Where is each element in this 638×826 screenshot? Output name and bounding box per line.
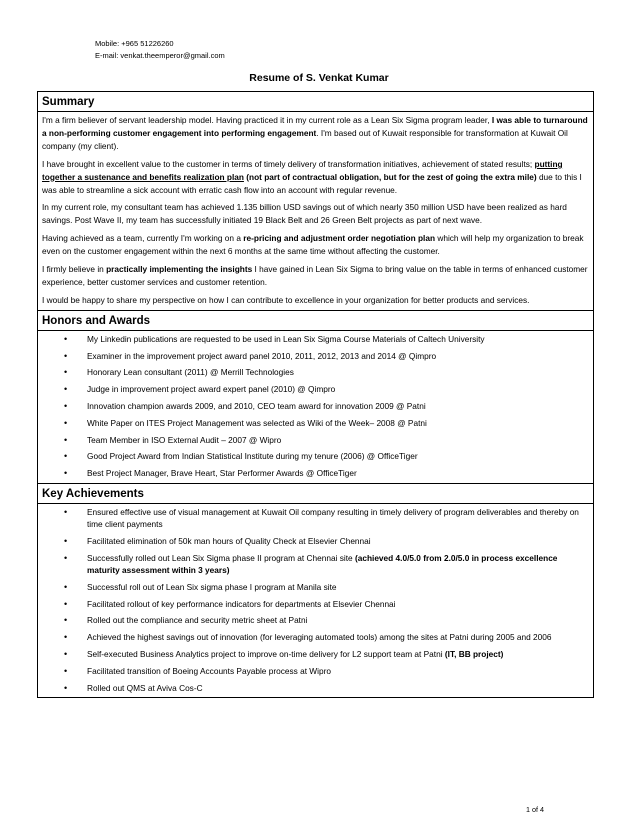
contact-info: [95, 38, 225, 62]
list-item-text: Self-executed Business Analytics project to improve on-time delivery for L2 support team at Patni: [87, 648, 445, 659]
honors-heading: Honors and Awards: [38, 311, 593, 331]
summary-paragraph: [42, 232, 589, 258]
bullet-icon: •: [64, 665, 68, 676]
bullet-icon: •: [64, 632, 68, 643]
list-item-text: Ensured effective use of visual management at Kuwait Oil company resulting in timely delivery of program deliverables and thereby on time client payments: [87, 506, 579, 529]
list-item: [64, 333, 589, 345]
bullet-icon: •: [64, 417, 68, 428]
summary-paragraph: In my current role, my consultant team has achieved 1.135 billion USD savings out of which nearly 350 million USD have been realized as hard savings. Post Wave II, my team has successfully initiated 19 Black Belt and 26 Green Belt projects as part of next wave.: [42, 202, 567, 226]
text-span: . I'm based out of Kuwait responsible for transformation at Kuwait Oil company (my client).: [42, 127, 568, 151]
bullet-icon: •: [64, 552, 68, 563]
list-item: [64, 400, 589, 412]
honors-list: [42, 333, 589, 480]
bullet-icon: •: [64, 400, 68, 411]
page-title: Resume of S. Venkat Kumar: [249, 72, 389, 84]
list-item-text: Examiner in the improvement project award panel 2010, 2011, 2012, 2013 and 2014 @ Qimpro: [87, 350, 437, 361]
text-span: Having achieved as a team, currently I'm working on a: [42, 233, 244, 244]
bullet-icon: •: [64, 367, 68, 378]
list-item: [64, 631, 589, 643]
list-item-text: Rolled out the compliance and security metric sheet at Patni: [87, 615, 308, 626]
bullet-icon: •: [64, 581, 68, 592]
email-address: E-mail: venkat.theemperor@gmail.com: [95, 51, 225, 60]
page-number: 1 of 4: [526, 805, 544, 814]
list-item-text: Facilitated transition of Boeing Accounts Payable process at Wipro: [87, 665, 331, 676]
text-span: I have gained in Lean Six Sigma to bring value on the table in terms of enhanced customer experience, better customer services and customer retention.: [42, 264, 588, 287]
list-item-text: Successfully rolled out Lean Six Sigma phase II program at Chennai site: [87, 552, 355, 563]
bullet-icon: •: [64, 468, 68, 479]
bullet-icon: •: [64, 350, 68, 361]
list-item: [64, 467, 589, 479]
text-span: due to this I was able to streamline a sick account with erratic cash flow into an account with regular revenue.: [42, 171, 582, 195]
list-item-text: Rolled out QMS at Aviva Cos-C: [87, 682, 203, 693]
list-item-text: Judge in improvement project award expert panel (2010) @ Qimpro: [87, 384, 336, 395]
list-item: [64, 450, 589, 462]
list-item: [64, 506, 589, 531]
resume-table: [37, 91, 594, 698]
list-item: [64, 581, 589, 593]
list-item: [64, 535, 589, 547]
text-span: I have brought in excellent value to the customer in terms of timely delivery of transformation initiatives, achievement of stated results;: [42, 158, 535, 169]
list-item: [64, 366, 589, 378]
list-item: [64, 682, 589, 694]
list-item-text: Innovation champion awards 2009, and 2010, CEO team award for innovation 2009 @ Patni: [87, 400, 426, 411]
bold-text: re-pricing and adjustment order negotiation plan: [243, 233, 436, 244]
summary-paragraph: [42, 263, 589, 289]
summary-heading: Summary: [38, 92, 593, 112]
list-item: [64, 598, 589, 610]
list-item: [64, 552, 589, 577]
list-item: [64, 648, 589, 660]
bold-text: (achieved 4.0/5.0 from 2.0/5.0 in process excellence maturity assessment within 3 years): [87, 552, 558, 575]
bullet-icon: •: [64, 682, 68, 693]
bold-text: practically implementing the insights: [106, 264, 253, 275]
bullet-icon: •: [64, 333, 68, 344]
achievements-heading: Key Achievements: [38, 484, 593, 504]
bullet-icon: •: [64, 535, 68, 546]
list-item-text: White Paper on ITES Project Management was selected as Wiki of the Week– 2008 @ Patni: [87, 417, 427, 428]
text-span: which will help my organization to break even on the customer engagement within the next 6 months at the same time without affecting the customer.: [42, 233, 584, 257]
summary-section: [38, 112, 593, 311]
bullet-icon: •: [64, 506, 68, 517]
list-item: [64, 665, 589, 677]
achievements-section: [38, 504, 593, 697]
bold-text: (not part of contractual obligation, but for the zest of going the extra mile): [243, 171, 537, 182]
list-item-text: My Linkedin publications are requested to be used in Lean Six Sigma Course Materials of Caltech University: [87, 333, 485, 344]
bullet-icon: •: [64, 615, 68, 626]
list-item: [64, 417, 589, 429]
list-item-text: Best Project Manager, Brave Heart, Star Performer Awards @ OfficeTiger: [87, 468, 357, 479]
text-span: I firmly believe in: [42, 264, 107, 275]
list-item-text: Facilitated elimination of 50k man hours of Quality Check at Elsevier Chennai: [87, 535, 371, 546]
list-item-text: Team Member in ISO External Audit – 2007 @ Wipro: [87, 434, 282, 445]
mobile-number: Mobile: +965 51226260: [95, 39, 174, 48]
summary-paragraph: [42, 158, 589, 197]
bullet-icon: •: [64, 598, 68, 609]
list-item-text: Good Project Award from Indian Statistical Institute during my tenure (2006) @ OfficeTiger: [87, 451, 418, 462]
list-item-text: Honorary Lean consultant (2011) @ Merrill Technologies: [87, 367, 294, 378]
bullet-icon: •: [64, 384, 68, 395]
list-item: [64, 434, 589, 446]
list-item-text: Facilitated rollout of key performance indicators for departments at Elsevier Chennai: [87, 598, 396, 609]
summary-paragraph: [42, 114, 589, 153]
bold-underlined-text: putting together a sustenance and benefits realization plan: [42, 158, 563, 182]
bullet-icon: •: [64, 434, 68, 445]
honors-section: [38, 331, 593, 484]
bullet-icon: •: [64, 451, 68, 462]
text-span: I'm a firm believer of servant leadership model. Having practiced it in my current role as a Lean Six Sigma program leader,: [42, 115, 492, 125]
achievements-list: [42, 506, 589, 694]
list-item-text: Successful roll out of Lean Six sigma phase I program at Manila site: [87, 581, 337, 592]
list-item-text: Achieved the highest savings out of innovation (for leveraging automated tools) among the sites at Patni during 2005 and 2006: [87, 632, 552, 643]
list-item: [64, 383, 589, 395]
list-item: [64, 350, 589, 362]
summary-paragraph: I would be happy to share my perspective on how I can contribute to excellence in your organization for better products and services.: [42, 294, 530, 305]
bold-text: (IT, BB project): [444, 648, 504, 659]
bullet-icon: •: [64, 648, 68, 659]
list-item: [64, 614, 589, 626]
bold-text: I was able to turnaround a non-performing customer engagement into performing engagement: [42, 115, 588, 138]
